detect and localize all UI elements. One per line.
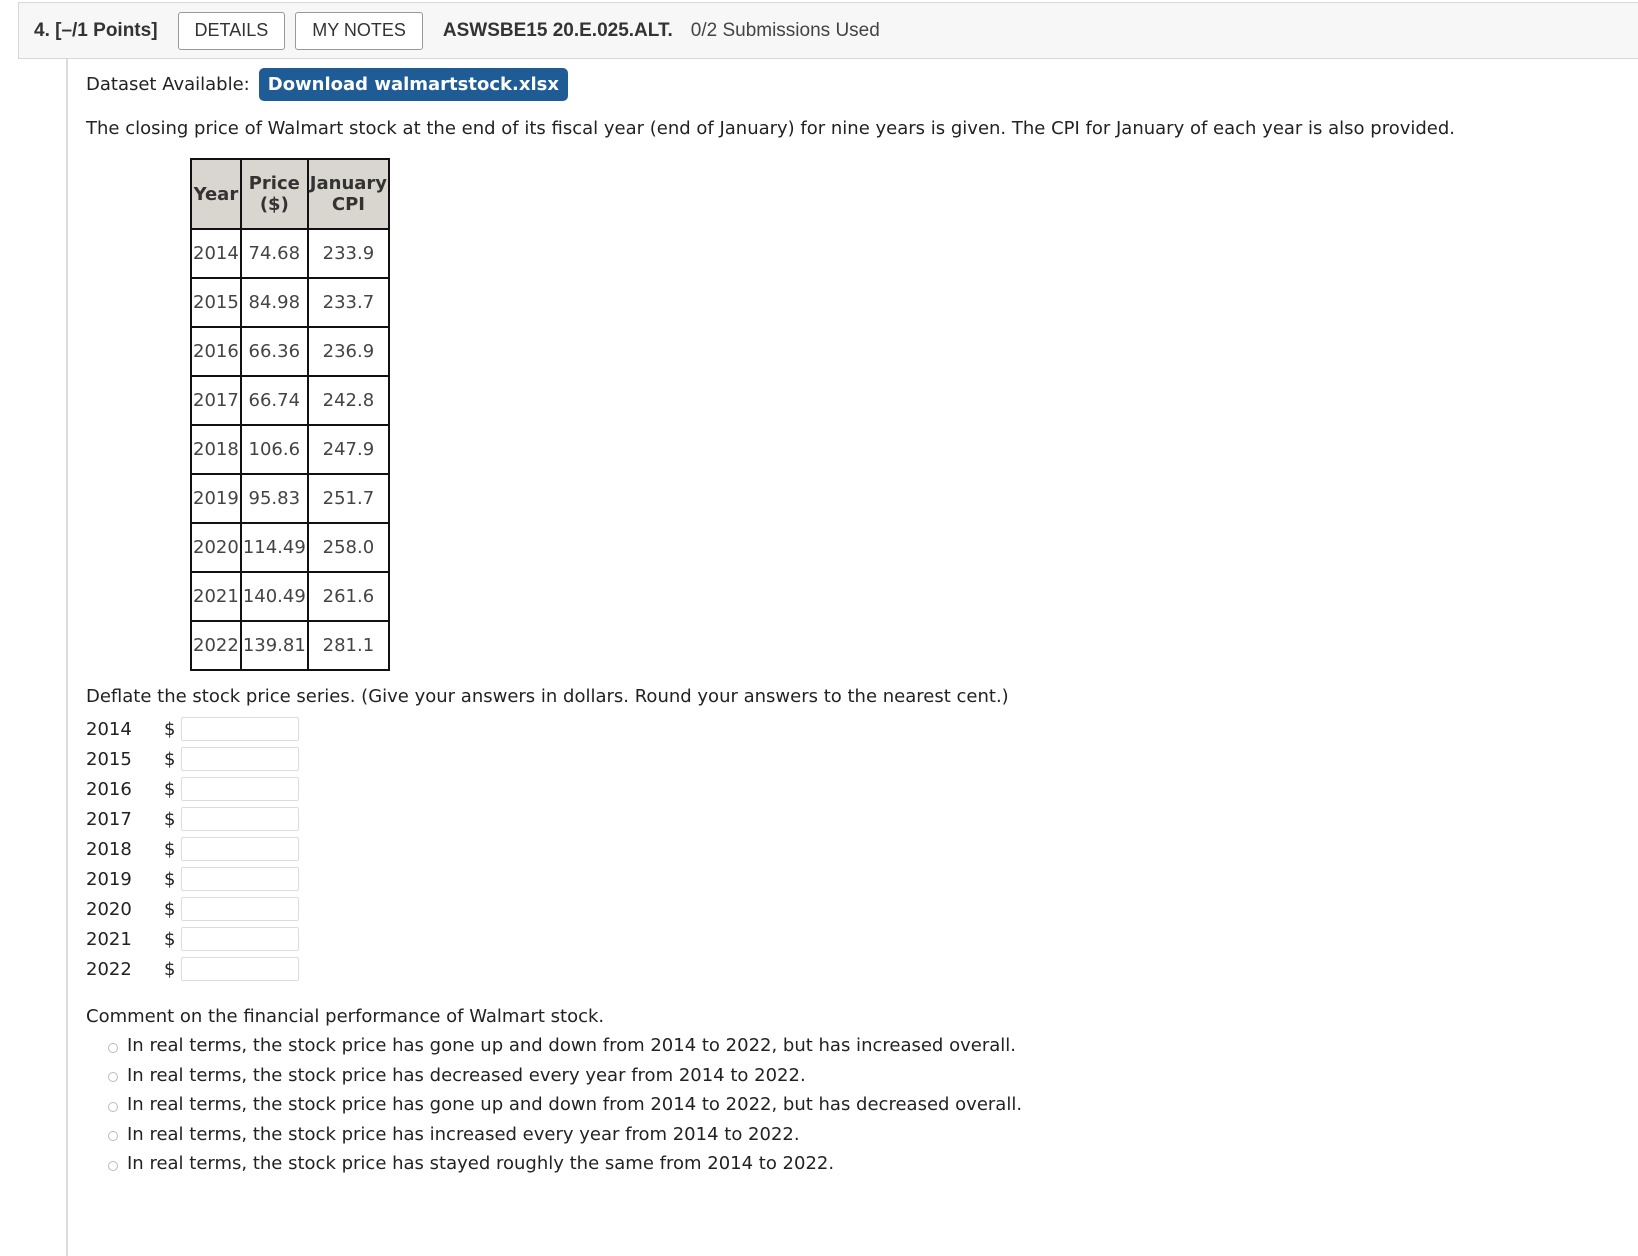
table-row — [191, 278, 389, 327]
answer-year-label: 2019 — [86, 868, 132, 890]
stock-data-table — [190, 158, 390, 671]
year-cell: 2015 — [191, 278, 241, 327]
details-button[interactable]: DETAILS — [178, 12, 286, 50]
answer-year-label: 2014 — [86, 718, 132, 740]
radio-button[interactable] — [108, 1072, 118, 1082]
answer-row — [86, 775, 299, 803]
comment-prompt: Comment on the financial performance of Walmart stock. — [86, 1006, 605, 1027]
table-row — [191, 621, 389, 670]
cpi-cell: 242.8 — [308, 376, 389, 425]
table-row — [191, 327, 389, 376]
answer-option[interactable] — [108, 1153, 834, 1174]
header-cpi: January CPI — [308, 159, 389, 229]
price-cell: 139.81 — [241, 621, 308, 670]
price-cell: 106.6 — [241, 425, 308, 474]
cpi-cell: 258.0 — [308, 523, 389, 572]
year-cell: 2021 — [191, 572, 241, 621]
dollar-sign: $ — [164, 778, 176, 800]
dollar-sign: $ — [164, 928, 176, 950]
cpi-cell: 261.6 — [308, 572, 389, 621]
answer-row — [86, 745, 299, 773]
cpi-cell: 247.9 — [308, 425, 389, 474]
problem-code: ASWSBE15 20.E.025.ALT. — [442, 19, 673, 41]
dollar-sign: $ — [164, 748, 176, 770]
price-cell: 66.74 — [241, 376, 308, 425]
answer-input-2022[interactable] — [181, 957, 299, 981]
table-row — [191, 523, 389, 572]
year-cell: 2020 — [191, 523, 241, 572]
answer-input-2018[interactable] — [181, 837, 299, 861]
intro-text: The closing price of Walmart stock at the end of its fiscal year (end of January) for nine years is given. The CPI for January of each year is also provided. — [86, 118, 1456, 139]
cpi-cell: 251.7 — [308, 474, 389, 523]
year-cell: 2014 — [191, 229, 241, 278]
my-notes-button[interactable]: MY NOTES — [295, 12, 423, 50]
dollar-sign: $ — [164, 718, 176, 740]
table-row — [191, 229, 389, 278]
table-row — [191, 572, 389, 621]
question-left-border — [66, 59, 68, 1256]
dollar-sign: $ — [164, 898, 176, 920]
answer-row — [86, 955, 299, 983]
dollar-sign: $ — [164, 838, 176, 860]
dataset-row — [86, 68, 568, 101]
answer-row — [86, 895, 299, 923]
answer-input-2015[interactable] — [181, 747, 299, 771]
header-year: Year — [191, 159, 241, 229]
question-points: 4. [–/1 Points] — [34, 19, 158, 41]
answer-input-2016[interactable] — [181, 777, 299, 801]
answer-option[interactable] — [108, 1035, 1016, 1056]
year-cell: 2018 — [191, 425, 241, 474]
answer-row — [86, 865, 299, 893]
table-header-row — [191, 159, 389, 229]
price-cell: 114.49 — [241, 523, 308, 572]
dollar-sign: $ — [164, 808, 176, 830]
price-cell: 84.98 — [241, 278, 308, 327]
cpi-cell: 281.1 — [308, 621, 389, 670]
option-label: In real terms, the stock price has increased every year from 2014 to 2022. — [127, 1123, 800, 1145]
radio-button[interactable] — [108, 1131, 118, 1141]
price-cell: 66.36 — [241, 327, 308, 376]
answer-year-label: 2015 — [86, 748, 132, 770]
year-cell: 2017 — [191, 376, 241, 425]
option-label: In real terms, the stock price has decreased every year from 2014 to 2022. — [127, 1064, 806, 1086]
table-row — [191, 474, 389, 523]
answer-option[interactable] — [108, 1065, 806, 1086]
year-cell: 2016 — [191, 327, 241, 376]
option-label: In real terms, the stock price has stayed roughly the same from 2014 to 2022. — [127, 1153, 835, 1174]
answer-row — [86, 835, 299, 863]
header-price: Price ($) — [241, 159, 308, 229]
price-cell: 74.68 — [241, 229, 308, 278]
answer-year-label: 2018 — [86, 838, 132, 860]
answer-year-label: 2016 — [86, 778, 132, 800]
answer-option[interactable] — [108, 1094, 1022, 1115]
answer-year-label: 2017 — [86, 808, 132, 830]
cpi-cell: 233.9 — [308, 229, 389, 278]
answer-input-2014[interactable] — [181, 717, 299, 741]
cpi-cell: 236.9 — [308, 327, 389, 376]
download-dataset-button[interactable]: Download walmartstock.xlsx — [259, 68, 568, 101]
answer-input-2019[interactable] — [181, 867, 299, 891]
option-label: In real terms, the stock price has gone up and down from 2014 to 2022, but has decreased overall. — [127, 1094, 1023, 1115]
year-cell: 2019 — [191, 474, 241, 523]
answer-year-label: 2021 — [86, 928, 132, 950]
table-row — [191, 425, 389, 474]
price-cell: 95.83 — [241, 474, 308, 523]
table-row — [191, 376, 389, 425]
dataset-label: Dataset Available: — [86, 74, 250, 95]
radio-button[interactable] — [108, 1102, 118, 1112]
answer-row — [86, 925, 299, 953]
question-header — [18, 2, 1638, 59]
answer-input-2020[interactable] — [181, 897, 299, 921]
deflate-prompt: Deflate the stock price series. (Give your answers in dollars. Round your answers to the nearest cent.) — [86, 686, 1009, 707]
year-cell: 2022 — [191, 621, 241, 670]
answer-year-label: 2022 — [86, 958, 132, 980]
submissions-used: 0/2 Submissions Used — [690, 19, 880, 41]
dollar-sign: $ — [164, 868, 176, 890]
answer-input-2021[interactable] — [181, 927, 299, 951]
answer-option[interactable] — [108, 1124, 800, 1145]
answer-input-2017[interactable] — [181, 807, 299, 831]
price-cell: 140.49 — [241, 572, 308, 621]
cpi-cell: 233.7 — [308, 278, 389, 327]
radio-button[interactable] — [108, 1161, 118, 1171]
radio-button[interactable] — [108, 1043, 118, 1053]
dollar-sign: $ — [164, 958, 176, 980]
answer-row — [86, 805, 299, 833]
answer-year-label: 2020 — [86, 898, 132, 920]
answer-row — [86, 715, 299, 743]
option-label: In real terms, the stock price has gone up and down from 2014 to 2022, but has increased overall. — [127, 1035, 1016, 1056]
